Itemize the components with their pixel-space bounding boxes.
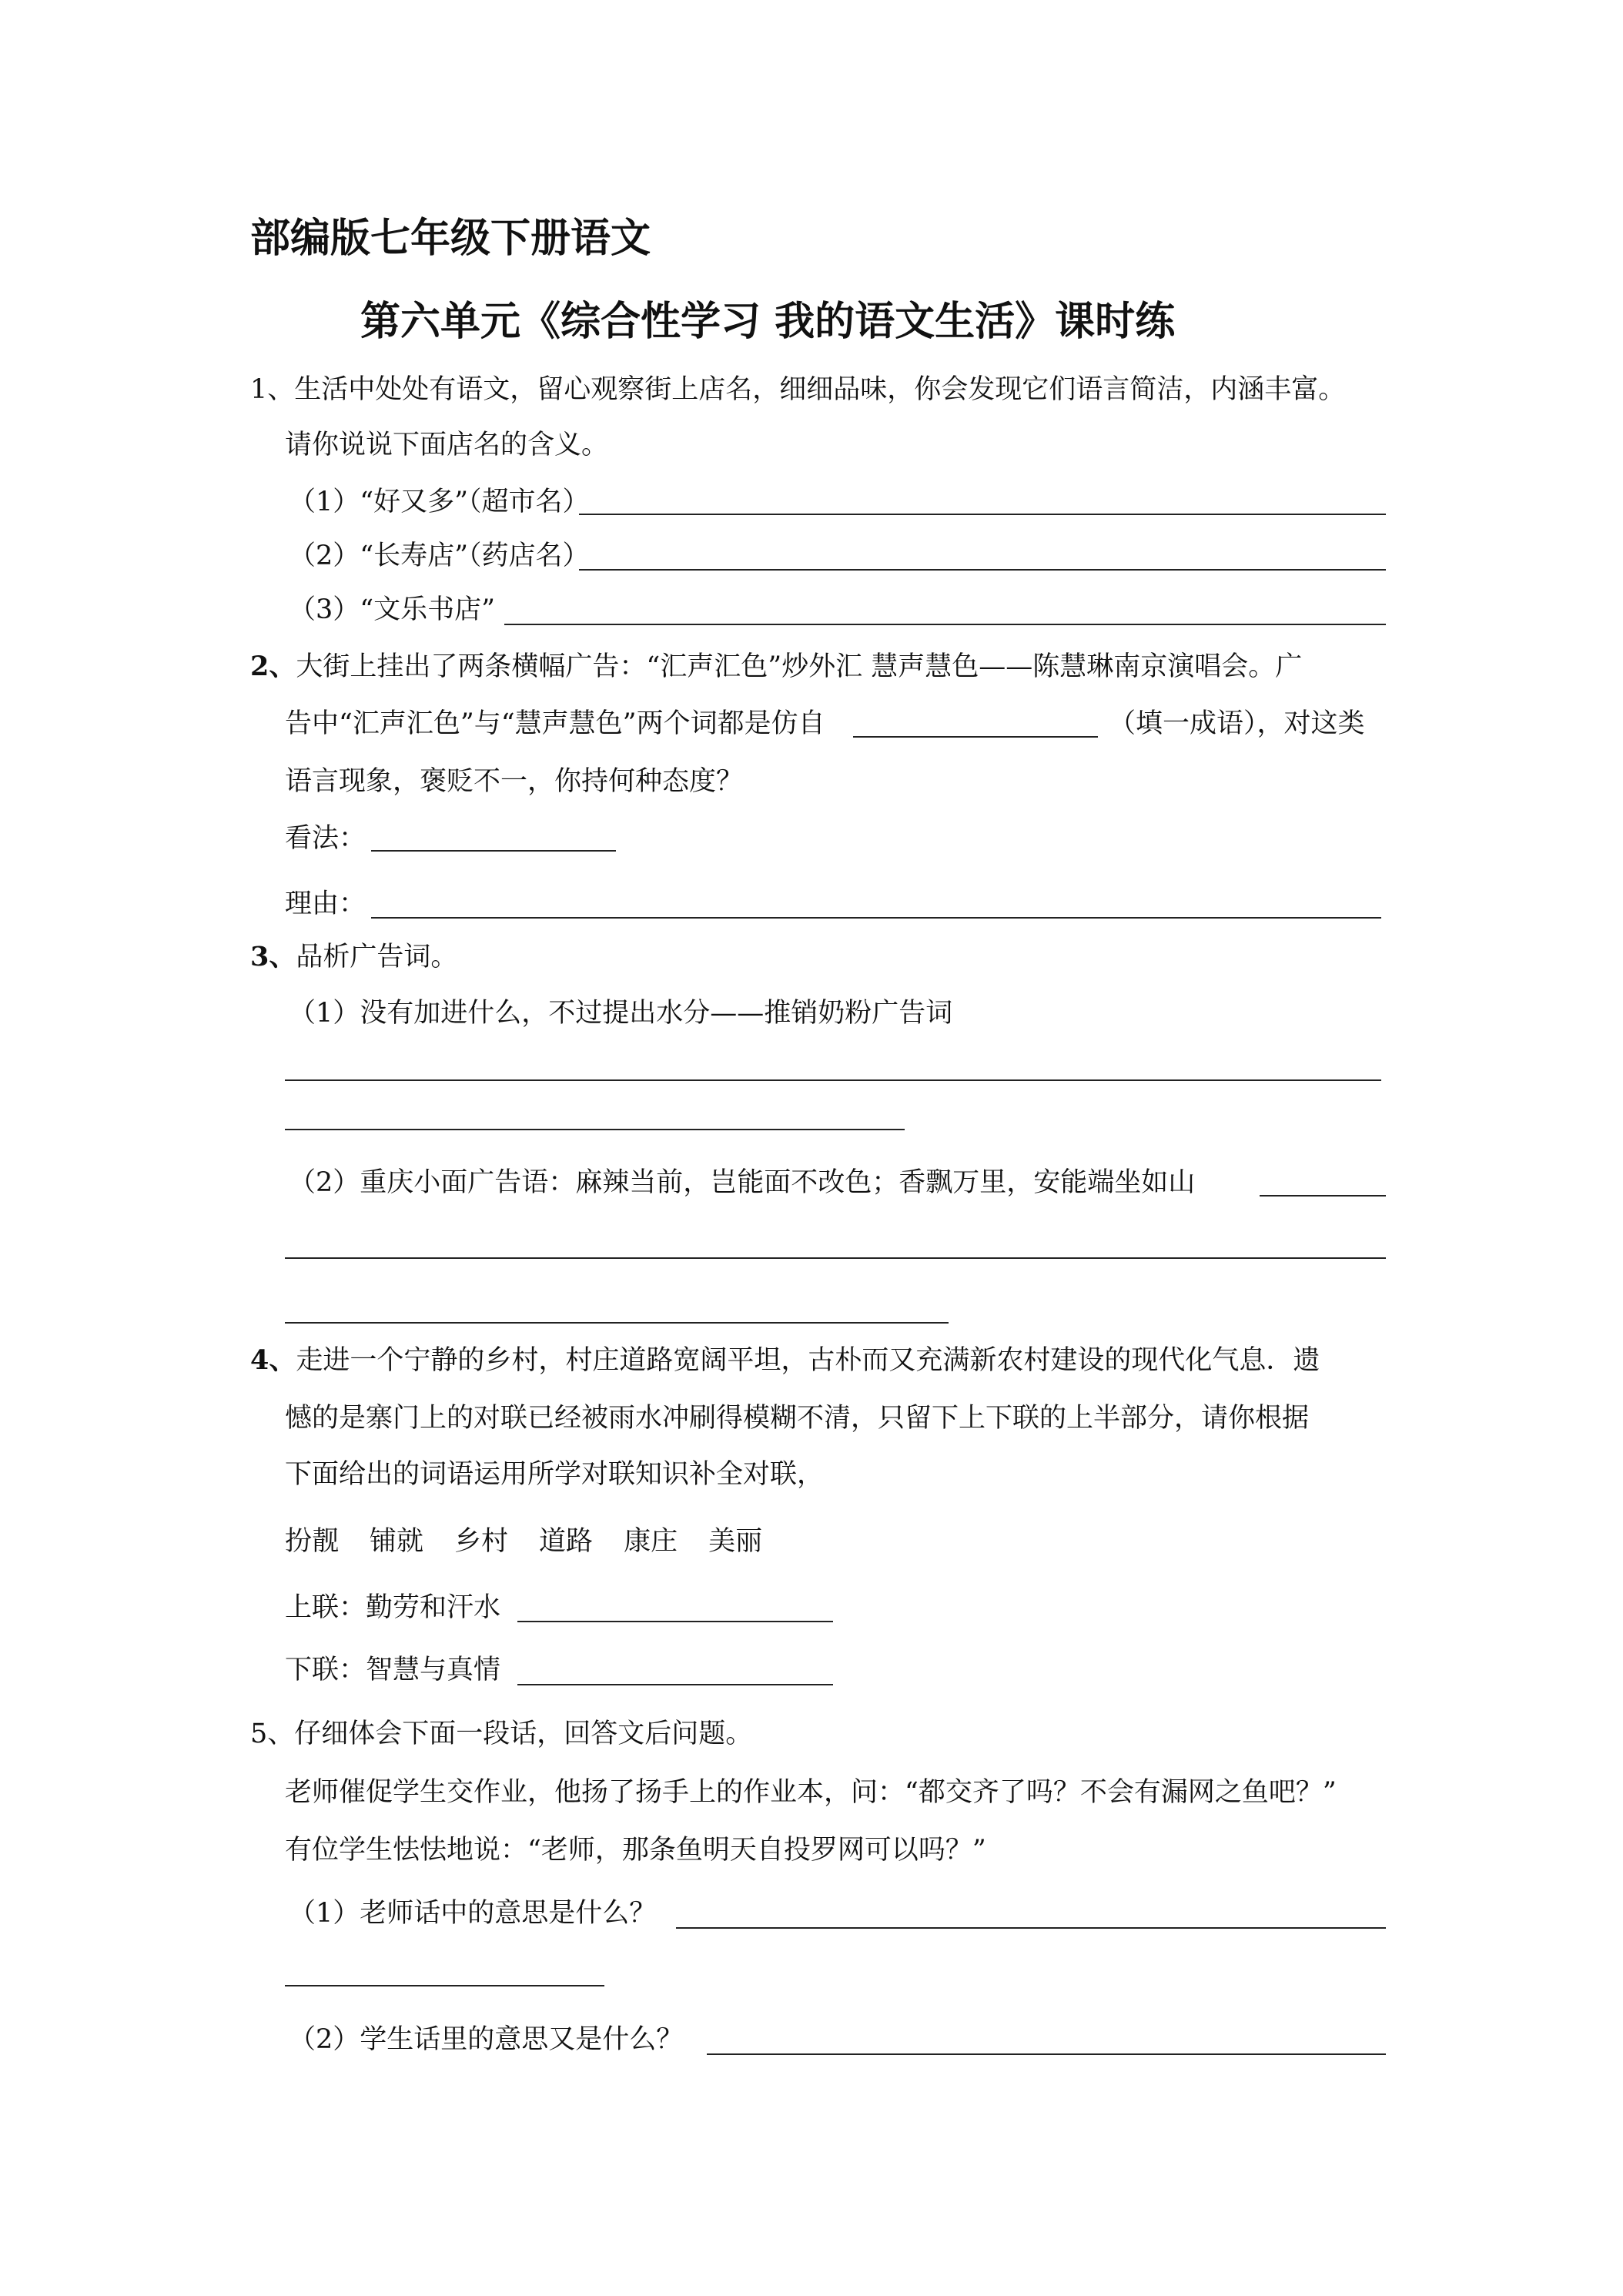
q5-item-2: （2）学生话里的意思又是什么？ (289, 2024, 684, 2055)
q4-lower-answer-line[interactable] (517, 1684, 833, 1685)
q1-number: 1、 (250, 374, 295, 405)
q5-stem: 5、仔细体会下面一段话，回答文后问题。 (250, 1719, 753, 1749)
q4-word: 扮靓 (285, 1526, 340, 1557)
q5-number: 5、 (250, 1719, 295, 1749)
q2-line2-b: （填一成语），对这类 (1109, 708, 1365, 739)
q2-line2-a: 告中“汇声汇色”与“慧声慧色”两个词都是仿自 (285, 708, 825, 739)
q4-word: 铺就 (370, 1526, 424, 1557)
q1-stem-line1: 1、生活中处处有语文，留心观察街上店名，细细品味，你会发现它们语言简洁，内涵丰富。 (250, 374, 1346, 405)
q5-item-1-answer-line-1[interactable] (676, 1927, 1386, 1929)
q2-reason-answer-line[interactable] (371, 917, 1381, 919)
q4-word: 乡村 (454, 1526, 509, 1557)
q1-stem-line2: 请你说说下面店名的含义。 (285, 430, 609, 460)
q1-item-2-answer-line[interactable] (579, 569, 1386, 571)
q4-upper-answer-line[interactable] (517, 1621, 833, 1622)
page-title: 部编版七年级下册语文 (250, 216, 651, 262)
q2-idiom-blank[interactable] (853, 736, 1098, 738)
q4-word: 康庄 (624, 1526, 678, 1557)
q2-line1: 2、大街上挂出了两条横幅广告：“汇声汇色”炒外汇 慧声慧色——陈慧琳南京演唱会。广 (250, 651, 1303, 682)
unit-title: 第六单元《综合性学习 我的语文生活》课时练 (360, 299, 1176, 345)
q3-stem: 3、品析广告词。 (250, 941, 458, 972)
q5-item-1-answer-line-2[interactable] (285, 1985, 604, 1986)
q4-word: 道路 (539, 1526, 594, 1557)
q1-item-3-label: （3）“文乐书店” (289, 594, 496, 625)
q4-line1: 4、走进一个宁静的乡村，村庄道路宽阔平坦，古朴而又充满新农村建设的现代化气息．遗 (250, 1344, 1320, 1376)
q5-passage-line2: 有位学生怯怯地说：“老师，那条鱼明天自投罗网可以吗？” (285, 1835, 986, 1866)
q5-passage-line1: 老师催促学生交作业，他扬了扬手上的作业本，问：“都交齐了吗？不会有漏网之鱼吧？” (285, 1777, 1337, 1808)
q4-upper-couplet: 上联：勤劳和汗水 (285, 1592, 501, 1623)
q4-line2: 憾的是寨门上的对联已经被雨水冲刷得模糊不清，只留下上下联的上半部分，请你根据 (285, 1403, 1310, 1434)
q1-item-2-label: （2）“长寿店”（药店名） (289, 541, 590, 571)
q3-number: 3、 (250, 941, 296, 972)
q4-number: 4、 (250, 1344, 296, 1376)
q2-view-answer-line[interactable] (371, 850, 616, 852)
q3-item-2: （2）重庆小面广告语：麻辣当前，岂能面不改色；香飘万里，安能端坐如山 (289, 1167, 1196, 1198)
q4-word: 美丽 (708, 1526, 763, 1557)
q2-reason-label: 理由： (285, 889, 366, 919)
q2-line3: 语言现象，褒贬不一，你持何种态度？ (285, 766, 744, 797)
q3-item-1: （1）没有加进什么，不过提出水分——推销奶粉广告词 (289, 998, 953, 1029)
q5-item-2-answer-line[interactable] (707, 2053, 1386, 2055)
q3-item-2-answer-line-1[interactable] (285, 1257, 1386, 1259)
q1-item-1-label: （1）“好又多”（超市名） (289, 487, 590, 517)
q4-lower-couplet: 下联：智慧与真情 (285, 1655, 501, 1685)
q1-item-1-answer-line[interactable] (579, 514, 1386, 515)
q4-word-list (285, 1525, 762, 1558)
q2-number: 2、 (250, 651, 296, 682)
q5-item-1: （1）老师话中的意思是什么？ (289, 1898, 657, 1929)
q3-item-2-answer-line-2[interactable] (285, 1322, 949, 1324)
q3-item-1-answer-line-1[interactable] (285, 1079, 1381, 1081)
q4-line3: 下面给出的词语运用所学对联知识补全对联， (285, 1459, 825, 1490)
q1-item-3-answer-line[interactable] (504, 624, 1386, 625)
q3-item-1-answer-line-2[interactable] (285, 1129, 905, 1130)
q2-view-label: 看法： (285, 823, 366, 854)
q3-item-2-blank[interactable] (1260, 1195, 1386, 1197)
